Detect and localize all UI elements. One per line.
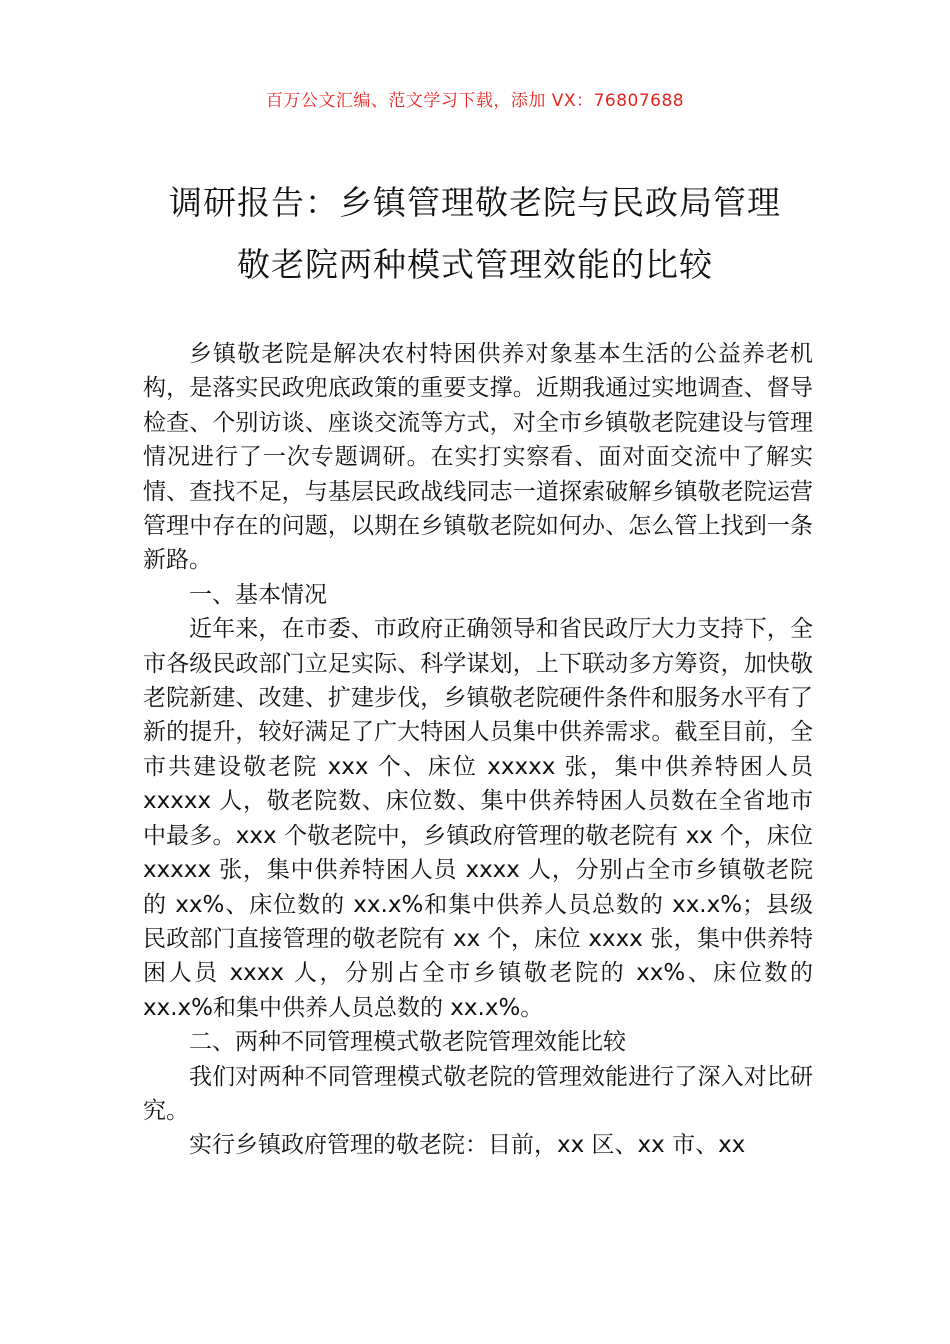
paragraph-basic-situation: 近年来，在市委、市政府正确领导和省民政厅大力支持下，全市各级民政部门立足实际、科学谋划，上下联动多方筹资，加快敬老院新建、改建、扩建步伐，乡镇敬老院硬件条件和服务水平有了新的提升，较好满足了广大特困人员集中供养需求。截至目前，全市共建设敬老院 xxx 个、床位 xxxxx 张，集中供养特困人员 xxxxx 人，敬老院数、床位数、集中供养特困人员数在全省地市中最多。xxx 个敬老院中，乡镇政府管理的敬老院有 xx 个，床位 xxxxx 张，集中供养特困人员 xxxx 人，分别占全市乡镇敬老院的 xx%、床位数的 xx.x%和集中供养人员总数的 xx.x%；县级民政部门直接管理的敬老院有 xx 个，床位 xxxx 张，集中供养特困人员 xxxx 人，分别占全市乡镇敬老院的 xx%、床位数的 xx.x%和集中供养人员总数的 xx.x%。	[143, 616, 813, 1021]
header-banner: 百万公文汇编、范文学习下载，添加 VX：76807688	[265, 91, 685, 111]
title-line-2: 敬老院两种模式管理效能的比较	[237, 245, 713, 284]
paragraph-township-managed: 实行乡镇政府管理的敬老院：目前，xx 区、xx 市、xx	[189, 1132, 746, 1159]
document-body	[143, 337, 813, 1163]
section-heading-comparison: 二、两种不同管理模式敬老院管理效能比较	[189, 1029, 626, 1056]
paragraph-comparison-intro: 我们对两种不同管理模式敬老院的管理效能进行了深入对比研究。	[143, 1063, 813, 1124]
title-line-1: 调研报告：乡镇管理敬老院与民政局管理	[169, 183, 781, 222]
section-heading-basic: 一、基本情况	[189, 581, 327, 608]
paragraph-intro: 乡镇敬老院是解决农村特困供养对象基本生活的公益养老机构，是落实民政兜底政策的重要支撑。近期我通过实地调查、督导检查、个别访谈、座谈交流等方式，对全市乡镇敬老院建设与管理情况进行了一次专题调研。在实打实察看、面对面交流中了解实情、查找不足，与基层民政战线同志一道探索破解乡镇敬老院运营管理中存在的问题，以期在乡镇敬老院如何办、怎么管上找到一条新路。	[143, 341, 813, 574]
document-title	[120, 172, 830, 296]
